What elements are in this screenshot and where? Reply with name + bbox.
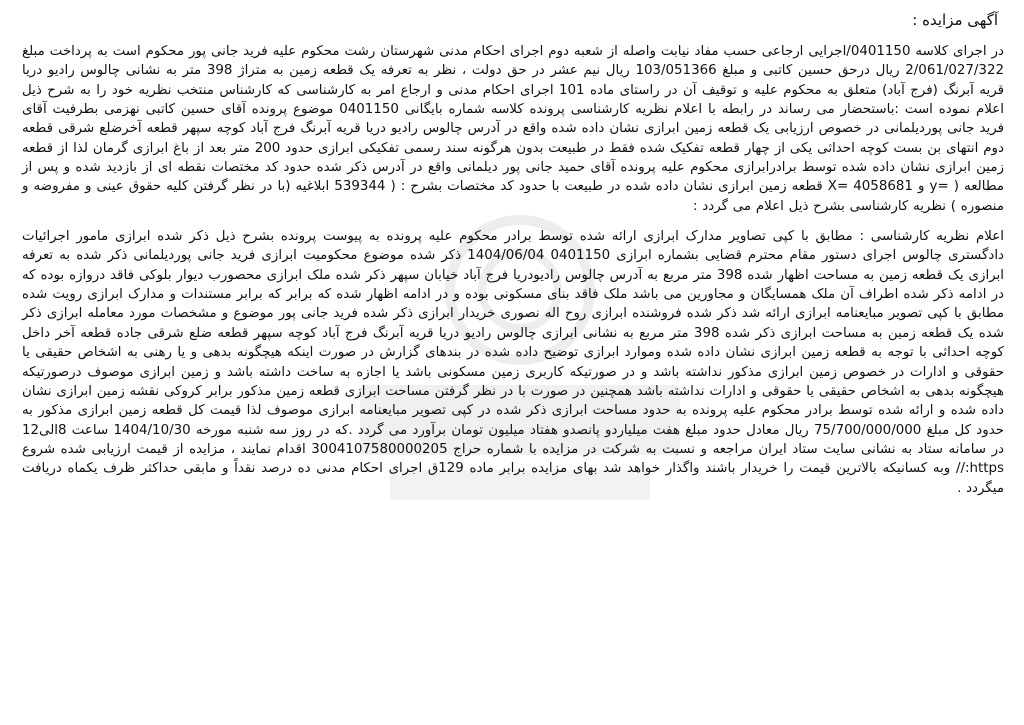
expert-opinion-text: مطابق با کپی تصاویر مدارک ابرازی ارائه شده توسط برادر محکوم علیه پرونده به پیوست پرونده بشرح ذیل ذکر شده ابرازی مامور اجرائیات دادگستری چالوس اجرای دستور مقام محترم قضایی بشماره ابرازی 0401150 1404/06/04 ذکر شده موضوع محکومیت ابرازی فرید جانی پوردیلمانی ذکر شده به تعرفه ابرازی یک قطعه زمین به مساحت اظهار شده 398 متر مربع به آدرس چالوس رادیودریا فرج آباد خیابان سپهر ذکر شده ملک ابرازی محصورب دیوار بلوکی فاقد دروازه بوده که در ادامه ذکر شده اطراف آن ملک همسایگان و مجاورین می باشد ملک فاقد بنای مسکونی بوده و در ادامه اظهار شده که برابر که برابر مستندات و مدارک ابرازی رویت شده مطابق با کپی تصویر مبایعنامه ابرازی ارائه شد ذکر شده فروشنده ابرازی روح اله نصوری خریدار ابرازی ذکر شده فرید جانی پور موضوع و مشخصات مورد معامله ابرازی ذکر شده یک قطعه زمین به مساحت ابرازی ذکر شده 398 متر مربع به نشانی ابرازی چالوس رادیو دریا قریه آبرنگ فرج آباد کوچه سپهر قطعه ضلع شرقی جاده قطعه آخر داخل کوچه احداثی با توجه به قطعه زمین ابرازی نشان داده شده وموارد ابرازی توضیح داده شده در بندهای گزارش در صورت اینکه هیچگونه بدهی و یا رهنی به اشخاص حقیقی یا حقوقی و ادارات در خصوص زمین ابرازی مذکور نداشته باشد و در صورتیکه کاربری زمین مسکونی باشد یا اجازه به ساخت داشته باشد و زمین ابرازی موصوف درصورتیکه هیچگونه بدهی به اشخاص حقیقی یا حقوقی و ادارات نداشته باشد همچنین در صورت با در نظر گرفتن مساحت ابرازی قطعه زمین مذکور برابر کروکی نقشه زمین ابرازی نشان داده شده و ارائه شده توسط برادر محکوم علیه پرونده به حدود مساحت ابرازی ذکر شده در کپی تصویر مبایعنامه ابرازی موصوف لذا قیمت کل قطعه زمین ابرازی مذکور به حدود کل مبلغ 75/700/000/000 ریال معادل حدود مبلغ هفت میلیاردو پانصدو هفتاد میلیون تومان برآورد می گردد .که در روز سه شنبه مورخه 1404/10/30 ساعت 8الی12 در سامانه ستاد به نشانی سایت ستاد ایران مراجعه و نسبت به شرکت در مزایده با شماره حراج 3004107580000205 اقدام نمایند ، مزایده از قیمت ارزیابی شده شروع https:// وبه کسانیکه بالاترین قیمت را خریدار باشند واگذار خواهد شد بهای مزایده برابر ماده 129ق اجرای احکام مدنی ده درصد نقداً و مابقی حداکثر ظرف یکماه دریافت میگردد . [22,229,1005,496]
notice-title: آگهی مزایده : [912,11,998,29]
notice-paragraph-intro: در اجرای کلاسه 0401150/اجرایی ارجاعی حسب مفاد نیابت واصله از شعبه دوم اجرای احکام مدنی شهرستان رشت محکوم علیه فرید جانی پور محکوم است به پرداخت مبلغ 2/061/027/322 ریال درحق حسین کاتبی و مبلغ 103/051366 ریال نیم عشر در حق دولت ، نظر به تعرفه یک قطعه زمین به متراژ 398 متر به نشانی چالوس رادیو دریا قریه آبرنگ (فرج آباد) متعلق به محکوم علیه و توقیف آن در راستای ماده 101 اجرای احکام مدنی و ارجاع امر به کارشناسی که کارشناس منتخب نظریه خود را به شرح ذیل اعلام نموده است :باستحضار می رساند در رابطه با اعلام نظریه کارشناسی پرونده کلاسه شماره بایگانی 0401150 موضوع پرونده آقای حسین کاتبی نهزمی بطرفیت آقای فرید جانی پوردیلمانی در خصوص ارزیابی یک قطعه زمین ابرازی نشان داده شده واقع در آدرس چالوس رادیو دریا قریه آبرنگ فرج آباد کوچه سپهر قطعه آخرضلع شرقی قطعه دوم انتهای بن بست کوچه احداثی یکی از چهار قطعه تفکیک شده فقط در طبیعت بدون هرگونه سند رسمی تفکیکی ابرازی حدود 200 متر بعد از باغ ابرازی گرمان لذا از قطعه زمین ابرازی نشان داده شده توسط برادرابرازی محکوم علیه پرونده آقای حمید جانی پور دیلمانی واقع در آدرس ذکر شده حدود کد مختصات نقطه ای از بازدید شده و پس از مطالعه ( =y و 4058681 =X قطعه زمین ابرازی نشان داده شده در طبیعت با حدود کد مختصات بشرح : ( 539344 ابلاغیه (با در نظر گرفتن کلیه حقوق عینی و مفروضه و منصوره ) نظریه کارشناسی بشرح ذیل اعلام می گردد : [22,44,1004,214]
notice-paragraph-expert-opinion [22,227,1004,498]
expert-opinion-label: اعلام نظریه کارشناسی : [859,229,1005,245]
notice-content [22,10,1004,498]
